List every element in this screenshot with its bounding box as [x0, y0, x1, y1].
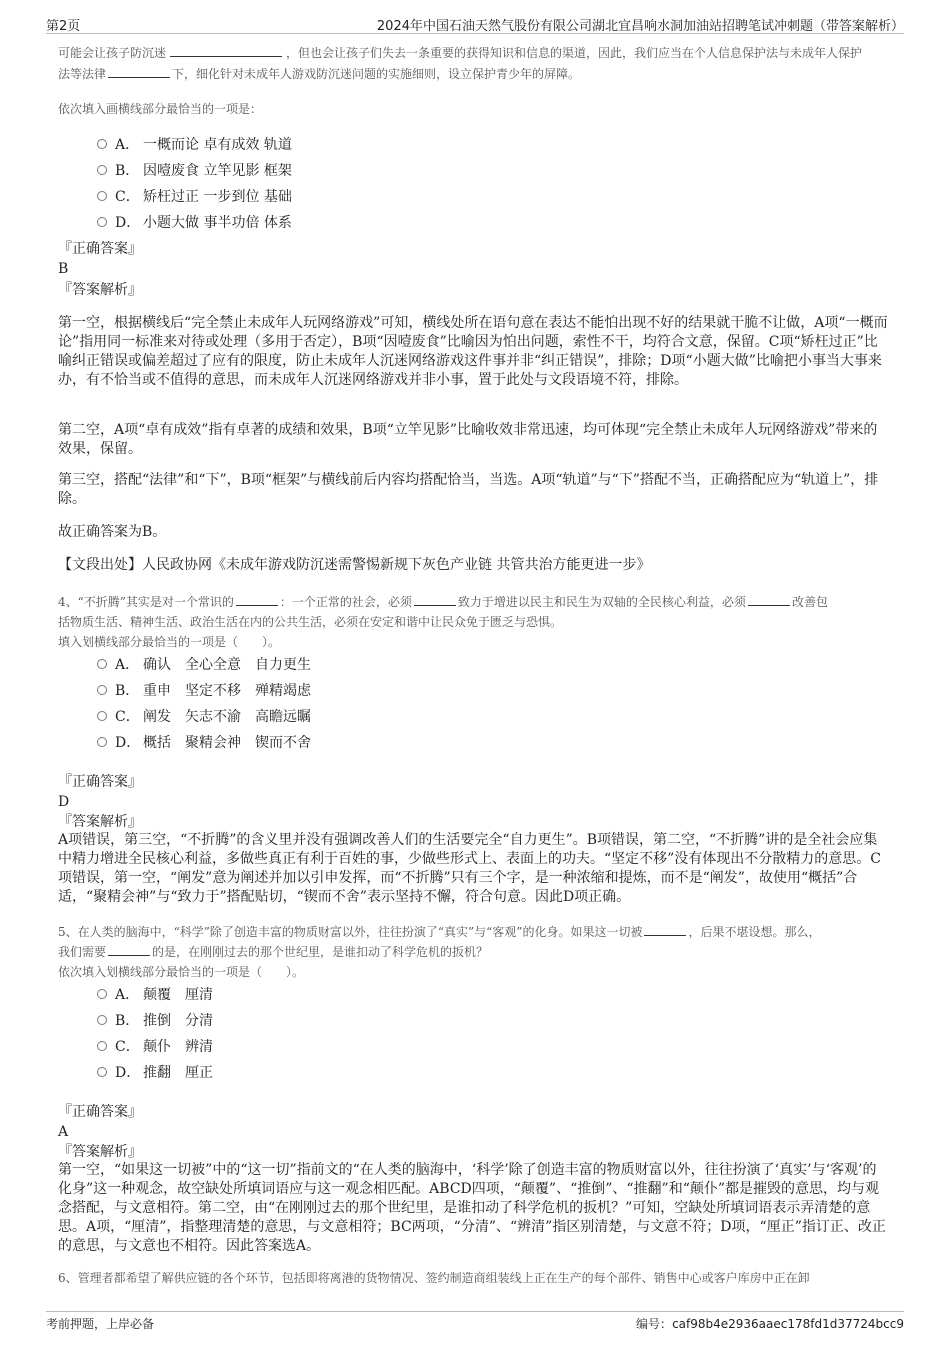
option-letter: B．	[115, 163, 140, 179]
option-letter: B．	[115, 1013, 140, 1029]
q3-answer-label: 『正确答案』	[58, 241, 142, 257]
option-word: 辨清	[185, 1039, 213, 1055]
option-word: 坚定不移	[185, 683, 241, 699]
code-label: 编号：	[636, 1317, 673, 1331]
option-letter: C．	[115, 189, 140, 205]
option-letter: D．	[115, 1065, 141, 1081]
radio-icon[interactable]	[97, 659, 107, 669]
blank	[170, 44, 282, 57]
option-text: 小题大做 事半功倍 体系	[143, 215, 292, 231]
q3-option-d[interactable]	[97, 212, 292, 232]
option-word: 高瞻远瞩	[255, 709, 311, 725]
q5-text-line1	[58, 922, 903, 943]
footer-slogan: 考前押题，上岸必备	[46, 1317, 155, 1331]
q4-answer-label: 『正确答案』	[58, 774, 142, 790]
option-word: 推倒	[143, 1013, 171, 1029]
q3-option-a[interactable]	[97, 134, 292, 154]
q5-text1: 5、在人类的脑海中，“科学”除了创造丰富的物质财富以外，往往扮演了“真实”与“客观”的化身。如果这一切被	[58, 925, 643, 939]
document-code	[636, 1315, 904, 1332]
radio-icon[interactable]	[97, 737, 107, 747]
q5-text2: ，后果不堪设想。那么，	[688, 925, 821, 939]
q4-text-line1	[58, 592, 898, 613]
q4-text2: ：一个正常的社会，必须	[279, 595, 412, 609]
option-word: 概括	[143, 735, 171, 751]
blank	[236, 593, 278, 606]
option-letter: D．	[115, 215, 141, 231]
q3-source: 【文段出处】人民政协网《未成年游戏防沉迷需警惕新规下灰色产业链 共管共治方能更进一步》	[58, 557, 651, 573]
option-word: 殚精竭虑	[255, 683, 311, 699]
option-letter: A．	[115, 657, 140, 673]
q3-line1-pre: 可能会让孩子防沉迷	[58, 46, 167, 60]
option-letter: C．	[115, 1039, 140, 1055]
q4-option-c[interactable]	[97, 706, 325, 726]
q5-text-line2	[58, 942, 898, 963]
q5-prompt: 依次填入划横线部分最恰当的一项是（ ）。	[58, 965, 305, 979]
q5-option-d[interactable]	[97, 1062, 227, 1082]
q4-analysis: A项错误，第三空，“不折腾”的含义里并没有强调改善人们的生活要完全“自力更生”。B项错误，第二空，“不折腾”讲的是全社会应集中精力增进全民核心利益，多做些真正有利于百姓的事，少做些形式上、表面上的功夫。“坚定不移”没有体现出不分散精力的意思。C项错误，第一空，“阐发”意为阐述并加以引申发挥，而“不折腾”只有三个字，是一种浓缩和提炼，而不是“阐发”，故使用“概括”合适，“聚精会神”与“致力于”搭配贴切，“锲而不舍”表示坚持不懈，符合句意。因此D项正确。	[58, 832, 882, 905]
code-value: caf98b4e2936aaec178fd1d37724bcc9	[672, 1317, 904, 1331]
blank	[414, 593, 456, 606]
blank	[108, 943, 150, 956]
q3-analysis-label: 『答案解析』	[58, 282, 142, 298]
blank	[644, 923, 686, 936]
q4-option-a[interactable]	[97, 654, 325, 674]
option-letter: C．	[115, 709, 140, 725]
q6-text: 6、管理者都希望了解供应链的各个环节，包括即将离港的货物情况、签约制造商组装线上正在生产的每个部件、销售中心或客户库房中正在卸	[58, 1271, 810, 1285]
option-word: 颠覆	[143, 987, 171, 1003]
option-letter: A．	[115, 987, 140, 1003]
q4-text3: 致力于增进以民主和民生为双轴的全民核心利益，必须	[457, 595, 746, 609]
option-word: 重申	[143, 683, 171, 699]
q3-option-c[interactable]	[97, 186, 292, 206]
blank	[748, 593, 790, 606]
option-letter: B．	[115, 683, 140, 699]
option-text: 矫枉过正 一步到位 基础	[143, 189, 292, 205]
q4-answer: D	[58, 794, 70, 810]
q5-option-b[interactable]	[97, 1010, 227, 1030]
option-word: 颠仆	[143, 1039, 171, 1055]
document-title: 2024年中国石油天然气股份有限公司湖北宜昌响水洞加油站招聘笔试冲刺题（带答案解析）	[376, 19, 904, 34]
q3-option-b[interactable]	[97, 160, 292, 180]
q4-text1: 4、“不折腾”其实是对一个常识的	[58, 595, 234, 609]
option-word: 聚精会神	[185, 735, 241, 751]
option-word: 锲而不舍	[255, 735, 311, 751]
q5-option-c[interactable]	[97, 1036, 227, 1056]
option-word: 阐发	[143, 709, 171, 725]
q5-text3: 我们需要	[58, 945, 107, 959]
option-word: 矢志不渝	[185, 709, 241, 725]
radio-icon[interactable]	[97, 217, 107, 227]
option-word: 确认	[143, 657, 171, 673]
option-word: 厘清	[185, 987, 213, 1003]
option-word: 厘正	[185, 1065, 213, 1081]
q5-option-a[interactable]	[97, 984, 227, 1004]
option-word: 自力更生	[255, 657, 311, 673]
q5-analysis: 第一空，“如果这一切被”中的“这一切”指前文的“在人类的脑海中，‘科学’除了创造丰富的物质财富以外，往往扮演了‘真实’与‘客观’的化身”这一种观念，故空缺处所填词语应与这一观念相匹配。ABCD四项，“颠覆”、“推倒”、“推翻”和“颠仆”都是摧毁的意思，均与观念搭配，与文意相符。第二空，由“在刚刚过去的那个世纪里，是谁扣动了科学危机的扳机？”可知，空缺处所填词语表示弄清楚的意思。A项，“厘清”，指整理清楚的意思，与文意相符；BC两项，“分清”、“辨清”指区别清楚，与文意不符；D项，“厘正”指订正、改正的意思，与文意也不相符。因此答案选A。	[58, 1162, 886, 1254]
q4-text4: 改善包	[791, 595, 828, 609]
page-footer	[46, 1311, 904, 1334]
q3-text-line1	[58, 43, 898, 64]
q4-analysis-label: 『答案解析』	[58, 814, 142, 830]
option-letter: A．	[115, 137, 140, 153]
page-number: 第2页	[46, 19, 81, 34]
q3-analysis-p4: 故正确答案为B。	[58, 524, 167, 540]
radio-icon[interactable]	[97, 989, 107, 999]
q3-analysis-p2: 第二空，A项“卓有成效”指有卓著的成绩和效果，B项“立竿见影”比喻收效非常迅速，均可体现“完全禁止未成年人玩网络游戏”带来的效果，保留。	[58, 422, 878, 457]
option-word: 全心全意	[185, 657, 241, 673]
q4-option-b[interactable]	[97, 680, 325, 700]
q5-analysis-label: 『答案解析』	[58, 1144, 142, 1160]
q3-text-line2	[58, 64, 898, 85]
q3-line2-post: 下，细化针对未成年人游戏防沉迷问题的实施细则，设立保护青少年的屏障。	[172, 67, 581, 81]
radio-icon[interactable]	[97, 165, 107, 175]
radio-icon[interactable]	[97, 1041, 107, 1051]
radio-icon[interactable]	[97, 191, 107, 201]
option-word: 推翻	[143, 1065, 171, 1081]
option-text: 一概而论 卓有成效 轨道	[143, 137, 292, 153]
q3-analysis-p3: 第三空，搭配“法律”和“下”，B项“框架”与横线前后内容均搭配恰当，当选。A项“轨道”与“下”搭配不当，正确搭配应为“轨道上”，排除。	[58, 472, 879, 507]
page-header	[46, 13, 904, 34]
option-text: 因噎废食 立竿见影 框架	[143, 163, 292, 179]
q3-line1-post: ，但也会让孩子们失去一条重要的获得知识和信息的渠道，因此，我们应当在个人信息保护法与未成年人保护	[286, 46, 863, 60]
option-word: 分清	[185, 1013, 213, 1029]
option-letter: D．	[115, 735, 141, 751]
radio-icon[interactable]	[97, 1015, 107, 1025]
radio-icon[interactable]	[97, 685, 107, 695]
q4-prompt: 填入划横线部分最恰当的一项是（ ）。	[58, 635, 281, 649]
q5-text4: 的是，在刚刚过去的那个世纪里，是谁扣动了科学危机的扳机？	[152, 945, 489, 959]
blank	[108, 65, 170, 78]
radio-icon[interactable]	[97, 1067, 107, 1077]
q5-answer: A	[58, 1124, 69, 1140]
radio-icon[interactable]	[97, 711, 107, 721]
q5-answer-label: 『正确答案』	[58, 1104, 142, 1120]
q4-text-line2: 括物质生活、精神生活、政治生活在内的公共生活，必须在安定和谐中让民众免于匮乏与恐惧。	[58, 615, 563, 629]
radio-icon[interactable]	[97, 139, 107, 149]
q3-line2-pre: 法等法律	[58, 67, 107, 81]
q3-analysis-p1: 第一空，根据横线后“完全禁止未成年人玩网络游戏”可知，横线处所在语句意在表达不能怕出现不好的结果就干脆不让做，A项“一概而论”指用同一标准来对待或处理（多用于否定），B项“因噎废食”比喻因为怕出问题，索性不干，均符合文意，保留。C项“矫枉过正”比喻纠正错误或偏差超过了应有的限度，防止未成年人沉迷网络游戏这件事并非“纠正错误”，排除；D项“小题大做”比喻把小事当大事来办，有不恰当或不值得的意思，而未成年人沉迷网络游戏并非小事，置于此处与文段语境不符，排除。	[58, 315, 888, 388]
q4-option-d[interactable]	[97, 732, 325, 752]
q3-prompt: 依次填入画横线部分最恰当的一项是：	[58, 102, 263, 116]
q3-answer: B	[58, 261, 69, 277]
